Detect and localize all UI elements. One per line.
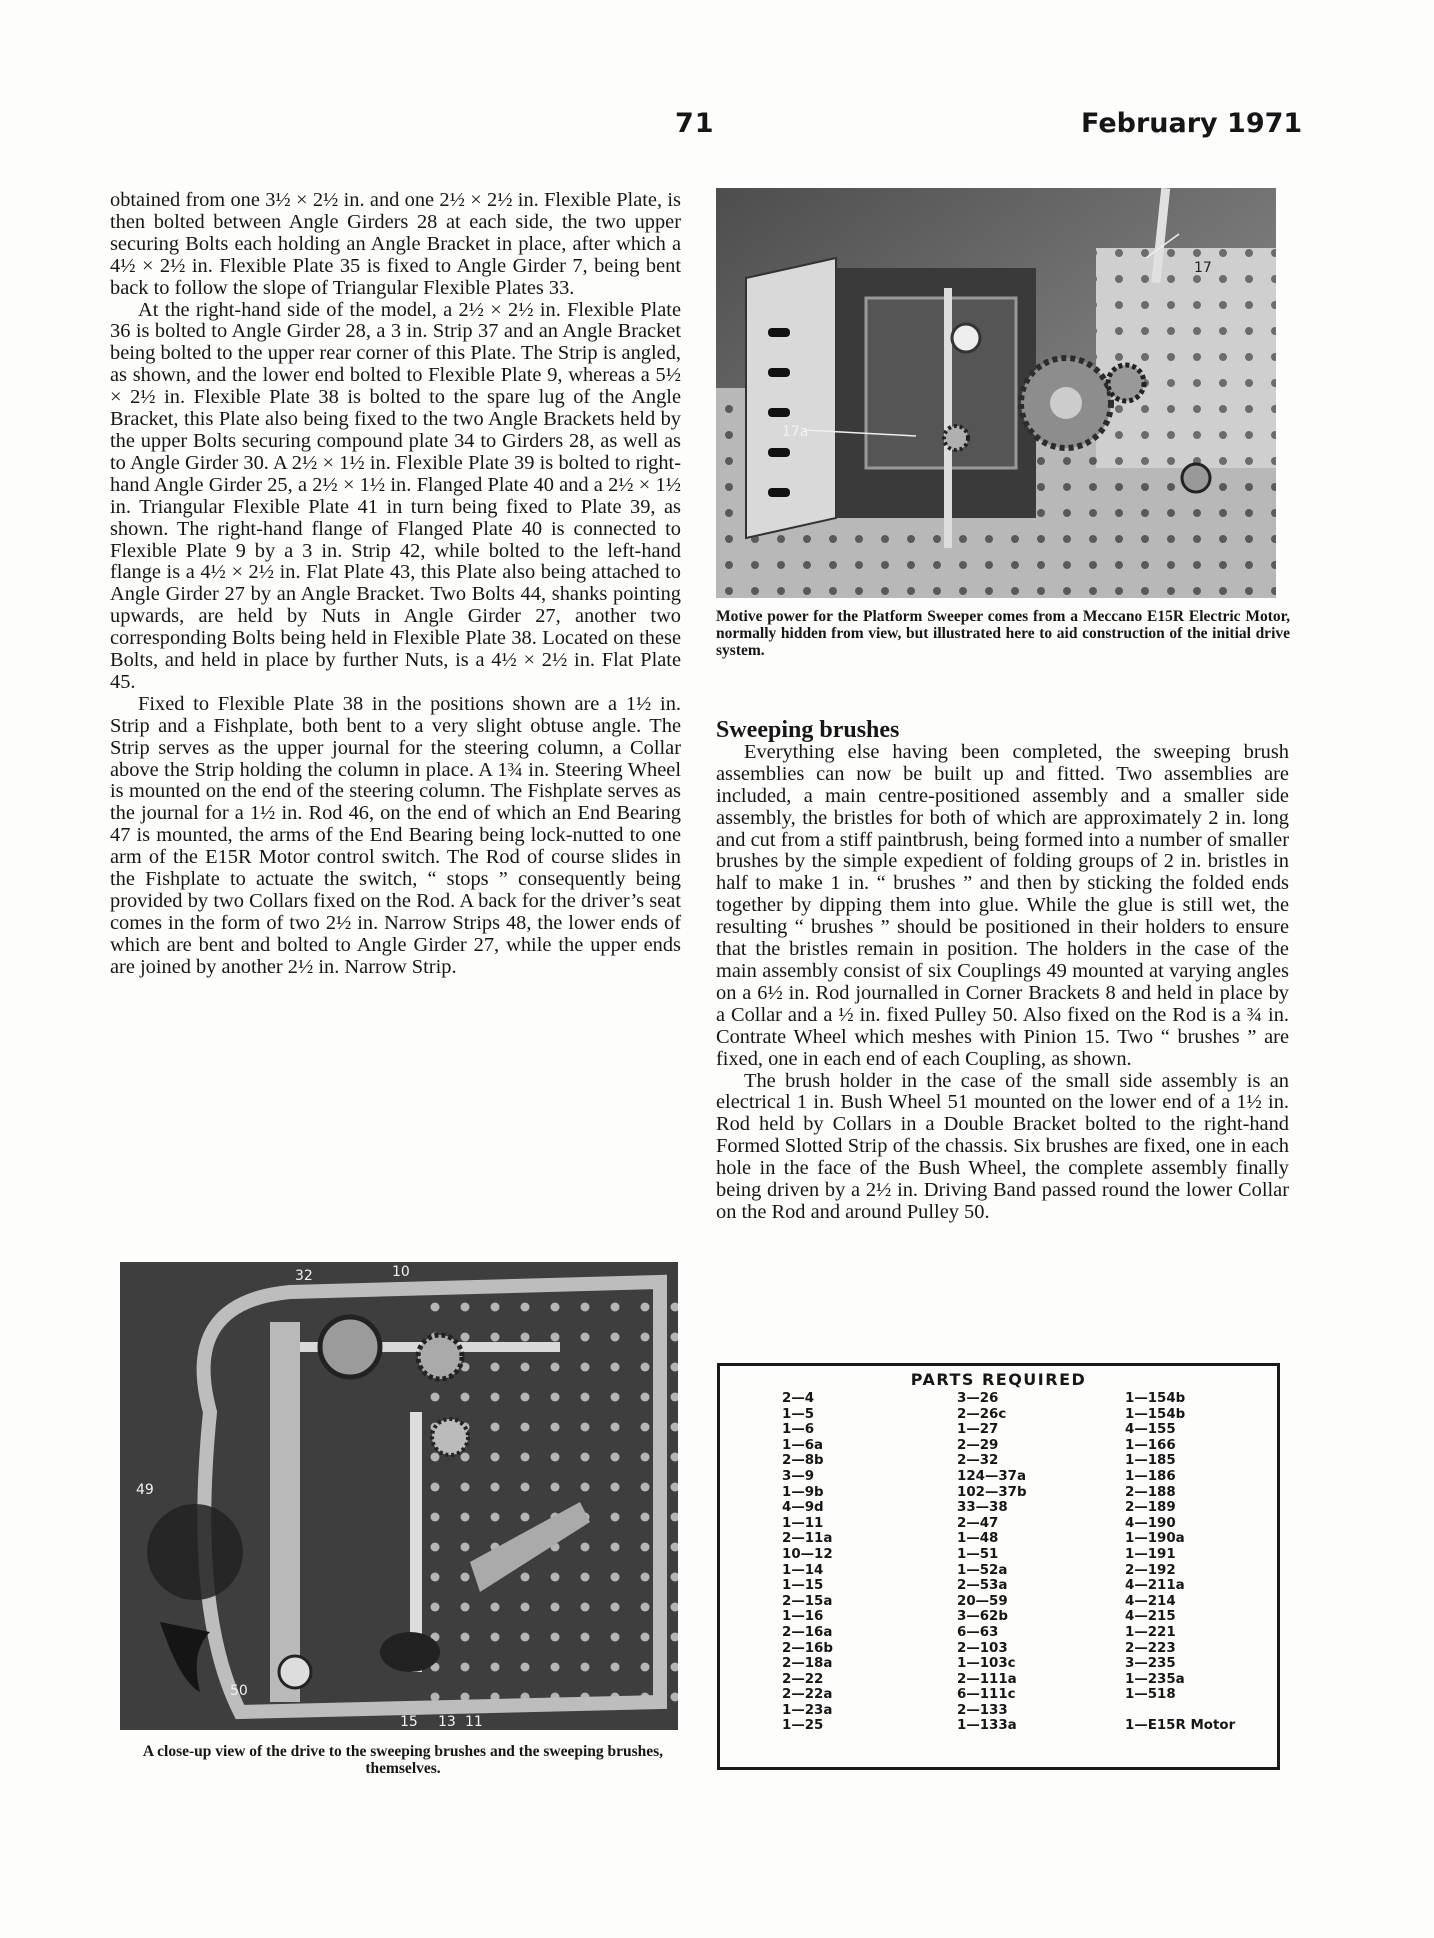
parts-entry: 1—154b <box>1125 1406 1186 1422</box>
parts-column-2 <box>957 1391 1027 1734</box>
parts-entry: 1—133a <box>957 1718 1017 1734</box>
parts-entry: 1—25 <box>782 1718 824 1734</box>
parts-column-3 <box>1125 1391 1235 1734</box>
parts-entry: 4—190 <box>1125 1515 1176 1531</box>
parts-entry: 1—190a <box>1125 1531 1185 1547</box>
parts-entry: 2—188 <box>1125 1484 1176 1500</box>
parts-entry: 2—15a <box>782 1593 833 1609</box>
callout-17: 17 <box>1194 260 1212 276</box>
parts-entry: 1—11 <box>782 1515 824 1531</box>
parts-entry: 33—38 <box>957 1500 1008 1516</box>
parts-entry: 1—154b <box>1125 1391 1186 1406</box>
parts-entry: 2—16a <box>782 1624 833 1640</box>
parts-entry: 3—62b <box>957 1609 1008 1625</box>
parts-entry: 2—22 <box>782 1671 824 1687</box>
drive-photo-caption: A close-up view of the drive to the sweeping brushes and the sweeping brushes, themselves. <box>142 1743 664 1777</box>
callout-49: 49 <box>136 1482 154 1498</box>
callout-10: 10 <box>392 1264 410 1280</box>
parts-entry: 1—15 <box>782 1578 824 1594</box>
parts-entry: 1—52a <box>957 1562 1008 1578</box>
parts-entry: 2—32 <box>957 1453 999 1469</box>
parts-entry: 2—47 <box>957 1515 999 1531</box>
parts-entry: 1—186 <box>1125 1468 1176 1484</box>
parts-entry: 1—518 <box>1125 1687 1176 1703</box>
motor-photo-caption: Motive power for the Platform Sweeper comes from a Meccano E15R Electric Motor, normally hidden from view, but illustrated here to aid construction of the initial drive system. <box>716 608 1290 659</box>
parts-entry: 124—37a <box>957 1468 1027 1484</box>
parts-entry: 2—103 <box>957 1640 1008 1656</box>
parts-entry: 1—23a <box>782 1702 833 1718</box>
parts-entry: 4—9d <box>782 1500 824 1516</box>
parts-entry: 2—22a <box>782 1687 833 1703</box>
parts-entry: 1—185 <box>1125 1453 1176 1469</box>
callout-50: 50 <box>230 1683 248 1699</box>
paragraph: obtained from one 3½ × 2½ in. and one 2½ × 2½ in. Flexible Plate, is then bolted between Angle Girders 28 at each side, the two upper securing Bolts each holding an Angle Bracket in place, after which a 4½ × 2½ in. Flexible Plate 35 is fixed to Angle Girder 7, being bent back to follow the slope of Triangular Flexible Plates 33. <box>110 189 681 299</box>
parts-entry: 2—16b <box>782 1640 833 1656</box>
parts-entry: 2—29 <box>957 1437 999 1453</box>
paragraph: The brush holder in the case of the small side assembly is an electrical 1 in. Bush Wheel 51 mounted on the lower end of a 1½ in. Rod held by Collars in a Double Bracket bolted to the right-hand Formed Slotted Strip of the chassis. Six brushes are fixed, one in each hole in the face of the Bush Wheel, the complete assembly finally being driven by a 2½ in. Driving Band passed round the lower Collar on the Rod and around Pulley 50. <box>716 1069 1289 1223</box>
parts-entry: 2—53a <box>957 1578 1008 1594</box>
right-text-column <box>716 717 1289 1224</box>
paragraph: At the right-hand side of the model, a 2½ × 2½ in. Flexible Plate 36 is bolted to Angle Girder 28, a 3 in. Strip 37 and an Angle Bracket being bolted to the upper rear corner of this Plate. The Strip is angled, as shown, and the lower end bolted to Flexible Plate 9, whereas a 5½ × 2½ in. Flexible Plate 38 is bolted to the spare lug of the Angle Bracket, this Plate also being fixed to the two Angle Brackets held by the upper Bolts securing compound plate 34 to Girders 28, as well as to Angle Girder 30. A 2½ × 1½ in. Flexible Plate 39 is bolted to right-hand Angle Girder 25, a 2½ × 1½ in. Flanged Plate 40 and a 2½ × 1½ in. Triangular Flexible Plate 41 in turn being fixed to Plate 39, as shown. The right-hand flange of Flanged Plate 40 is connected to Flexible Plate 9 by a 3 in. Strip 42, while bolted to the left-hand flange is a 4½ × 2½ in. Flat Plate 43, this Plate also being attached to Angle Girder 27 by an Angle Bracket. Two Bolts 44, shanks pointing upwards, are held by Nuts in Angle Girder 27, another two corresponding Bolts being held in Flexible Plate 38. Located on these Bolts, and held in place by further Nuts, is a 4½ × 2½ in. Flat Plate 45. <box>110 298 681 693</box>
parts-entry: 1—E15R Motor <box>1125 1718 1236 1734</box>
parts-entry: 1—6 <box>782 1422 815 1438</box>
parts-entry: 3—9 <box>782 1468 815 1484</box>
parts-entry: 1—51 <box>957 1546 999 1562</box>
parts-entry: 1—103c <box>957 1656 1016 1672</box>
parts-entry: 1—27 <box>957 1422 999 1438</box>
parts-entry: 1—235a <box>1125 1671 1185 1687</box>
callout-13: 13 <box>438 1714 456 1730</box>
parts-entry: 4—211a <box>1125 1578 1185 1594</box>
parts-entry: 2—133 <box>957 1702 1008 1718</box>
parts-entry: 1—14 <box>782 1562 824 1578</box>
parts-entry: 1—9b <box>782 1484 824 1500</box>
parts-entry: 6—63 <box>957 1624 999 1640</box>
parts-entry: 2—18a <box>782 1656 833 1672</box>
parts-entry: 20—59 <box>957 1593 1008 1609</box>
parts-entry: 4—215 <box>1125 1609 1176 1625</box>
parts-entry: 2—111a <box>957 1671 1017 1687</box>
parts-entry: 2—192 <box>1125 1562 1176 1578</box>
parts-title: PARTS REQUIRED <box>910 1370 1087 1389</box>
parts-entry: 1—16 <box>782 1609 824 1625</box>
parts-entry: 1—166 <box>1125 1437 1176 1453</box>
parts-entry: 10—12 <box>782 1546 833 1562</box>
parts-entry: 6—111c <box>957 1687 1016 1703</box>
parts-entry: 1—48 <box>957 1531 999 1547</box>
parts-required-box <box>717 1363 1280 1770</box>
callout-17a: 17a <box>782 424 809 440</box>
callout-32: 32 <box>295 1268 313 1284</box>
parts-entry: 2—189 <box>1125 1500 1176 1516</box>
parts-entry: 3—235 <box>1125 1656 1176 1672</box>
paragraph: Everything else having been completed, the sweeping brush assemblies can now be built up and fitted. Two assemblies are included, a main centre-positioned assembly and a smaller side assembly, the bristles for both of which are approximately 2 in. long and cut from a stiff paintbrush, being formed into a number of smaller brushes by the simple expedient of folding groups of 2 in. bristles in half to make 1 in. “ brushes ” and then by sticking the folded ends together by dipping them into glue. While the glue is still wet, the resulting “ brushes ” should be positioned in their holders to ensure that the bristles remain in position. The holders in the case of the main assembly consist of six Couplings 49 mounted at varying angles on a 6½ in. Rod journalled in Corner Brackets 8 and held in place by a Collar and a ½ in. fixed Pulley 50. Also fixed on the Rod is a ¾ in. Contrate Wheel which meshes with Pinion 15. Two “ brushes ” are fixed, one in each end of each Coupling, as shown. <box>716 740 1289 1070</box>
page-number: 71 <box>675 108 715 139</box>
parts-column-1 <box>782 1391 833 1734</box>
motor-photo <box>716 188 1276 598</box>
parts-entry: 1—5 <box>782 1406 815 1422</box>
parts-entry: 1—221 <box>1125 1624 1176 1640</box>
parts-entry: 4—214 <box>1125 1593 1176 1609</box>
parts-entry: 2—11a <box>782 1531 833 1547</box>
parts-entry: 4—155 <box>1125 1422 1176 1438</box>
parts-entry <box>1125 1703 1235 1719</box>
issue-date: February 1971 <box>1081 108 1303 139</box>
parts-entry: 102—37b <box>957 1484 1027 1500</box>
parts-entry: 3—26 <box>957 1391 999 1406</box>
parts-entry: 2—26c <box>957 1406 1007 1422</box>
callout-15: 15 <box>400 1714 418 1730</box>
drive-photo <box>120 1262 678 1730</box>
parts-entry: 2—223 <box>1125 1640 1176 1656</box>
section-heading: Sweeping brushes <box>716 717 900 743</box>
parts-entry: 1—191 <box>1125 1546 1176 1562</box>
callout-11: 11 <box>465 1714 483 1730</box>
parts-entry: 2—8b <box>782 1453 824 1469</box>
parts-entry: 2—4 <box>782 1391 815 1406</box>
paragraph: Fixed to Flexible Plate 38 in the positions shown are a 1½ in. Strip and a Fishplate, both bent to a very slight obtuse angle. The Strip serves as the upper journal for the steering column, a Collar above the Strip holding the column in place. A 1¾ in. Steering Wheel is mounted on the end of the steering column. The Fishplate serves as the journal for a 1½ in. Rod 46, on the end of which an End Bearing 47 is mounted, the arms of the End Bearing being lock-nutted to one arm of the E15R Motor control switch. The Rod of course slides in the Fishplate to actuate the switch, “ stops ” consequently being provided by two Collars fixed on the Rod. A back for the driver’s seat comes in the form of two 2½ in. Narrow Strips 48, the lower ends of which are bent and bolted to Angle Girder 27, while the upper ends are joined by another 2½ in. Narrow Strip. <box>110 692 681 978</box>
left-text-column <box>110 190 681 979</box>
parts-entry: 1—6a <box>782 1437 824 1453</box>
